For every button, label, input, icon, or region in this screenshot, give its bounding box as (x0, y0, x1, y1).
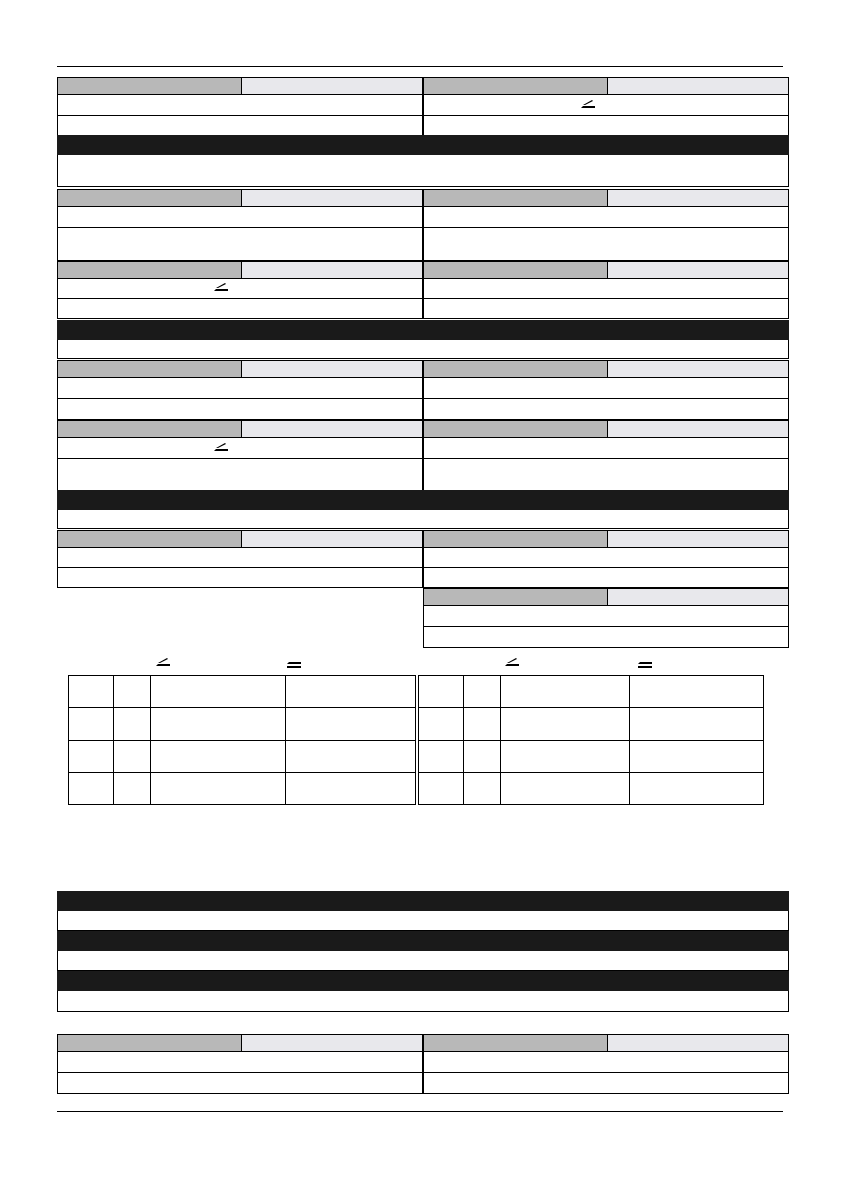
pedal-heel-icon (504, 657, 520, 667)
top-rule (57, 66, 783, 67)
pedal-heel-icon (580, 99, 596, 109)
section-header-4 (57, 891, 789, 911)
section-desc-1 (57, 155, 789, 187)
section-desc-2 (57, 340, 789, 359)
pedal-toe-icon (637, 659, 653, 669)
param-block-5a (57, 1034, 423, 1094)
section-header-2 (57, 320, 789, 340)
pedal-heel-icon (213, 442, 229, 452)
position-grid-right (418, 675, 764, 805)
pedal-toe-icon (286, 659, 302, 669)
pedal-heel-icon (155, 657, 171, 667)
param-block-1b (423, 77, 789, 137)
pedal-heel-icon (213, 282, 229, 292)
section-desc-3 (57, 510, 789, 529)
param-block-1a (57, 77, 423, 137)
section-header-3 (57, 490, 789, 510)
param-block-5b (423, 1034, 789, 1094)
param-block-3a (57, 360, 423, 491)
section-header-5 (57, 931, 789, 951)
param-block-3b (423, 360, 789, 491)
position-grid-left (68, 675, 416, 805)
param-block-4a (57, 530, 423, 588)
param-block-2a (57, 189, 423, 319)
section-header-6 (57, 971, 789, 991)
section-header-1 (57, 135, 789, 155)
section-desc-5 (57, 951, 789, 971)
bottom-rule (57, 1111, 783, 1112)
param-block-4b (423, 530, 789, 648)
param-block-2b (423, 189, 789, 319)
section-desc-6 (57, 991, 789, 1012)
section-desc-4 (57, 911, 789, 931)
